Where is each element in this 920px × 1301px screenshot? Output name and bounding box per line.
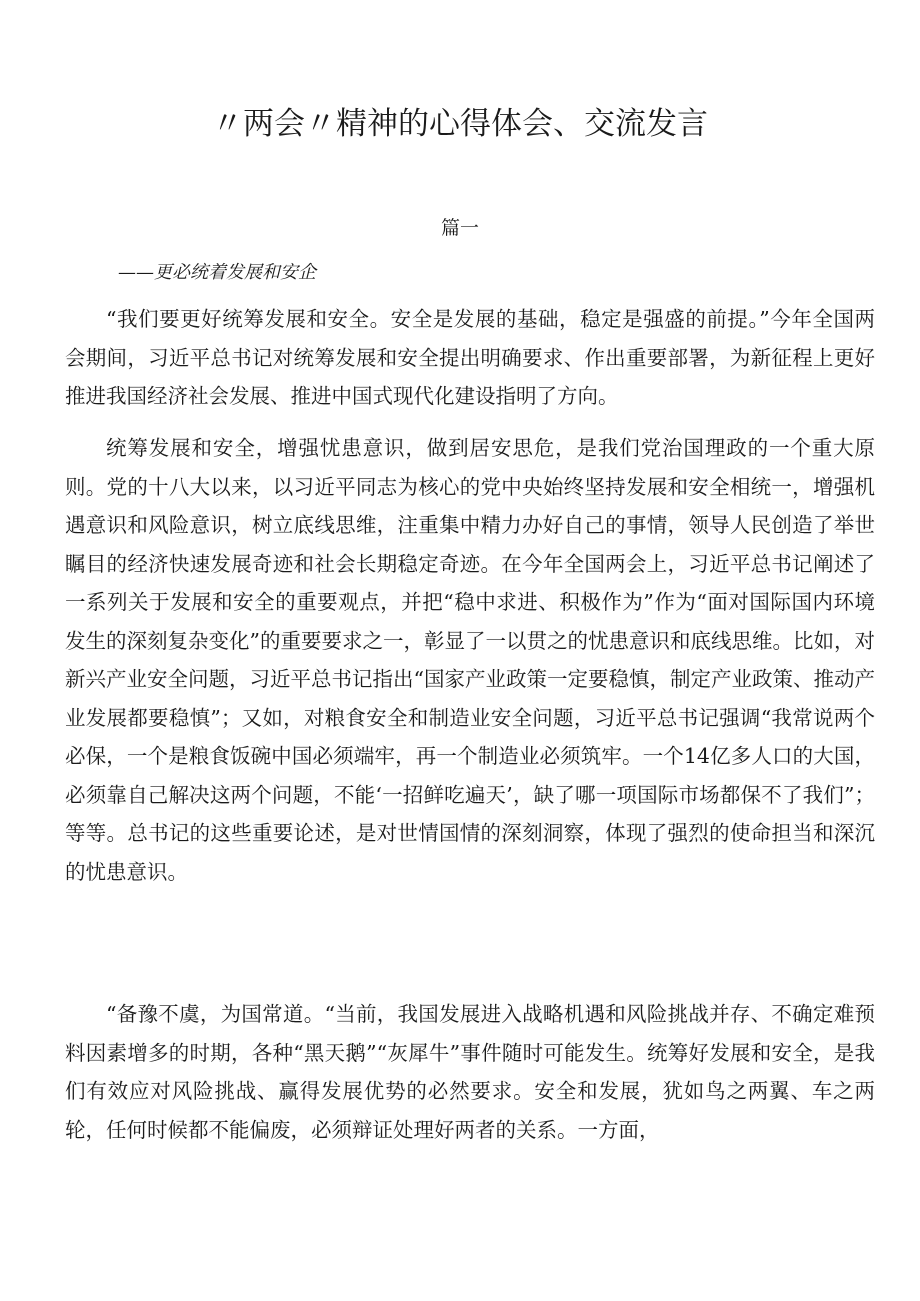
paragraph-1: “我们要更好统筹发展和安全。安全是发展的基础，稳定是强盛的前提。”今年全国两会期间，习近平总书记对统筹发展和安全提出明确要求、作出重要部署，为新征程上更好推进我国经济社会发展、推进中国式现代化建设指明了方向。: [65, 307, 875, 408]
section-subtitle: ——更必统着发展和安企: [118, 262, 316, 283]
document-title: 〃两会〃精神的心得体会、交流发言: [212, 106, 708, 142]
paragraph-2: 统筹发展和安全，增强忧患意识，做到居安思危，是我们党治国理政的一个重大原则。党的十八大以来，以习近平同志为核心的党中央始终坚持发展和安全相统一，增强机遇意识和风险意识，树立底线思维，注重集中精力办好自己的事情，领导人民创造了举世瞩目的经济快速发展奇迹和社会长期稳定奇迹。在今年全国两会上，习近平总书记阐述了一系列关于发展和安全的重要观点，并把“稳中求进、积极作为”作为“面对国际国内环境发生的深刻复杂变化”的重要要求之一，彰显了一以贯之的忧患意识和底线思维。比如，对新兴产业安全问题，习近平总书记指出“国家产业政策一定要稳慎，制定产业政策、推动产业发展都要稳慎”；又如，对粮食安全和制造业安全问题，习近平总书记强调“我常说两个必保，一个是粮食饭碗中国必须端牢，再一个制造业必须筑牢。一个14亿多人口的大国，必须靠自己解决这两个问题，不能‘一招鲜吃遍天’，缺了哪一项国际市场都保不了我们”；等等。总书记的这些重要论述，是对世情国情的深刻洞察，体现了强烈的使命担当和深沉的忧患意识。: [65, 436, 875, 884]
section-heading: 篇一: [440, 217, 479, 239]
paragraph-3: “备豫不虞，为国常道。“当前，我国发展进入战略机遇和风险挑战并存、不确定难预料因素增多的时期，各种“黑天鹅”“灰犀牛”事件随时可能发生。统筹好发展和安全，是我们有效应对风险挑战、赢得发展优势的必然要求。安全和发展，犹如鸟之两翼、车之两轮，任何时候都不能偏废，必须辩证处理好两者的关系。一方面，: [65, 1002, 875, 1142]
